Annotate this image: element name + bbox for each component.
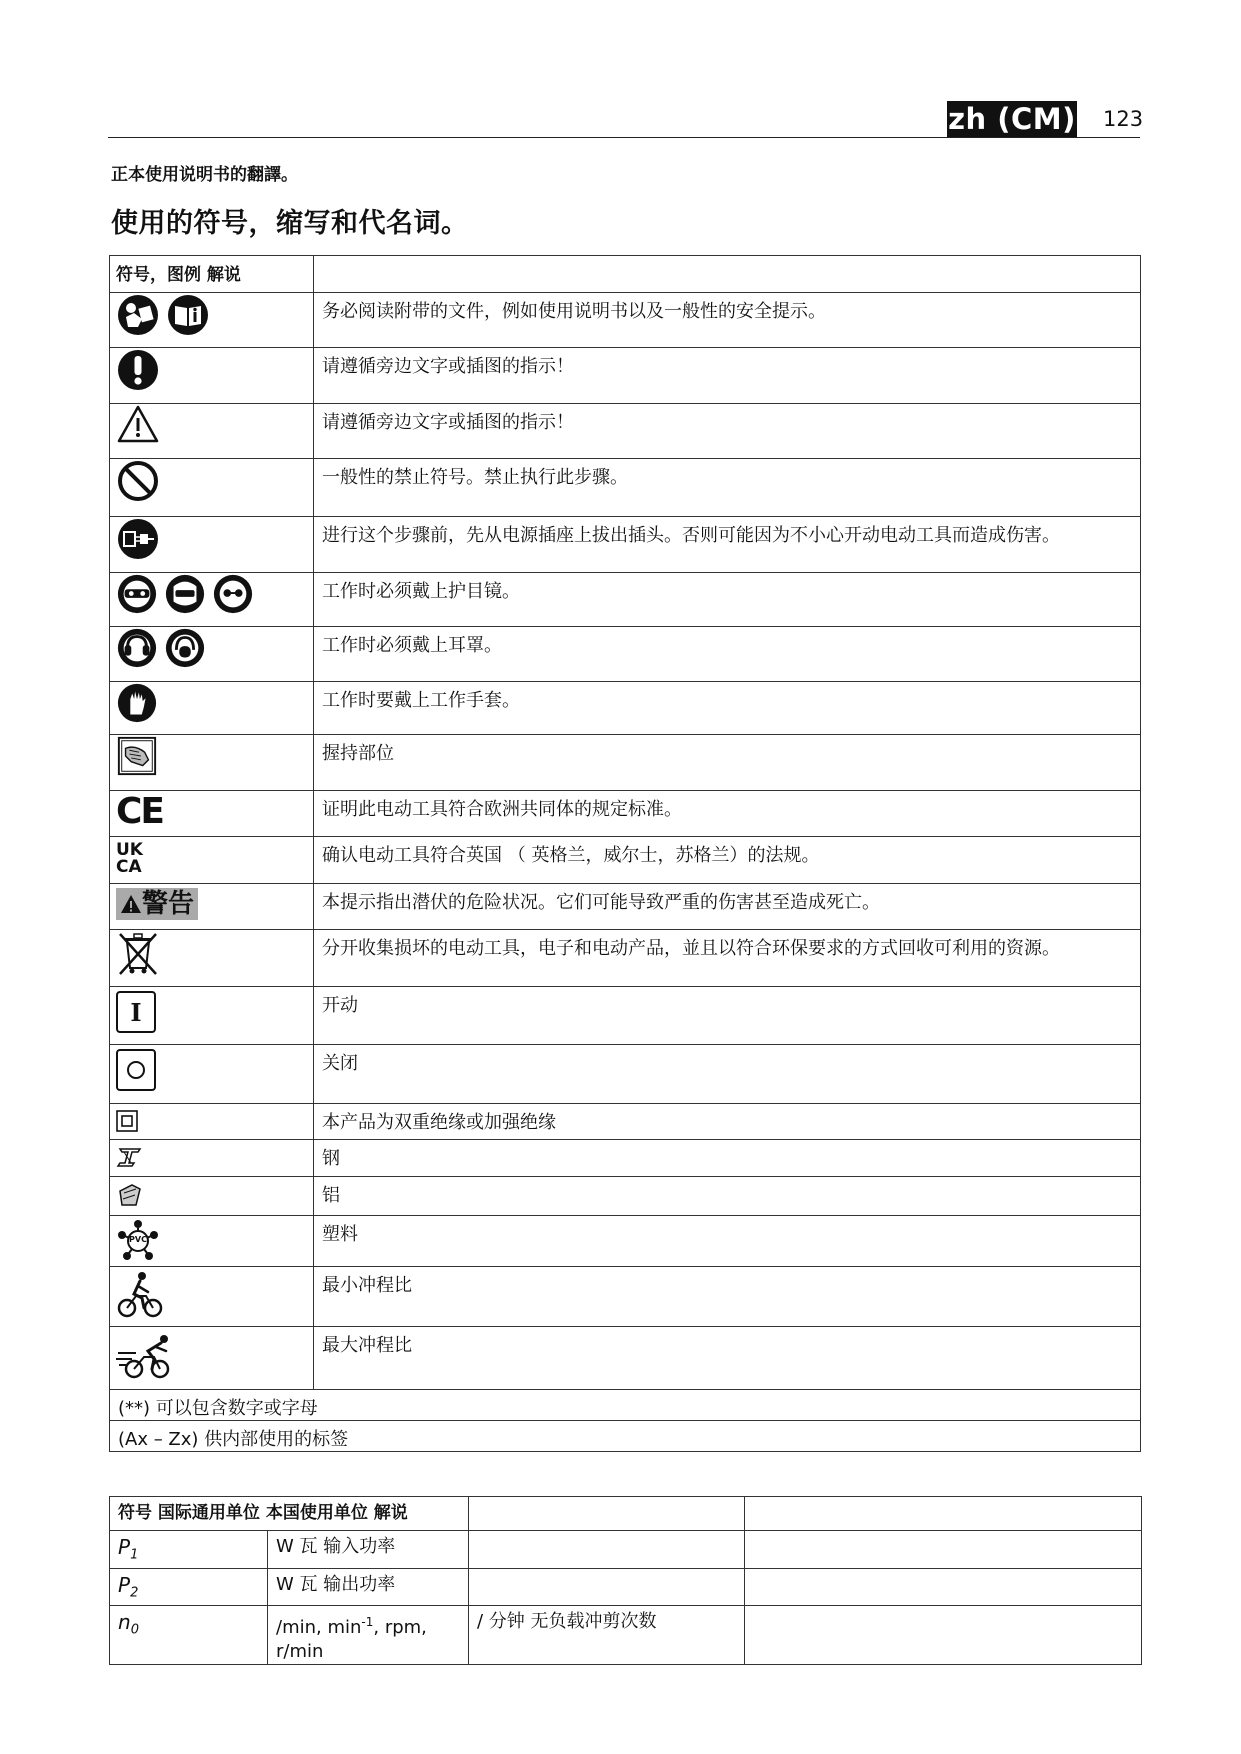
description-cell: 请遵循旁边文字或插图的指示！ [314, 348, 1141, 404]
icon-cell [110, 1327, 314, 1390]
section-title: 使用的符号，缩写和代名词。 [111, 208, 469, 239]
table-row [110, 1568, 1142, 1606]
icon-cell [110, 627, 314, 682]
description-cell: 证明此电动工具符合欧洲共同体的规定标准。 [314, 791, 1141, 837]
power-on-icon [116, 991, 156, 1033]
weee-bin-icon [116, 930, 160, 976]
table-row [110, 1216, 1141, 1267]
header-rule [108, 137, 1140, 138]
description-cell: 分开收集损坏的电动工具，电子和电动产品，並且以符合环保要求的方式回收可利用的资源。 [314, 930, 1141, 987]
intro-text: 正本使用说明书的翻譯。 [111, 165, 298, 185]
icon-cell [110, 1140, 314, 1177]
safety-glasses-icon [212, 573, 254, 615]
ear-muffs-icon [116, 627, 158, 669]
si-unit-cell [268, 1606, 469, 1665]
icon-cell [110, 930, 314, 987]
table-row [110, 837, 1141, 884]
steel-icon [116, 1143, 144, 1171]
table-header-row [110, 1497, 1142, 1531]
description-cell: 铝 [314, 1177, 1141, 1216]
si-unit-cell: W 瓦 输入功率 [268, 1531, 469, 1569]
face-shield-icon [164, 573, 206, 615]
table-header-row [110, 256, 1141, 293]
icon-cell [110, 884, 314, 930]
ear-protection-icon [164, 627, 206, 669]
local-unit-cell [469, 1568, 745, 1606]
table-header-cell-empty [314, 256, 1141, 293]
ukca-mark-icon [116, 837, 313, 876]
unit-symbol: P [118, 1535, 131, 1559]
table-row [110, 573, 1141, 627]
description-cell: 关闭 [314, 1045, 1141, 1104]
read-manual-icon [116, 293, 160, 337]
aluminium-icon [116, 1181, 144, 1209]
table-row [110, 1104, 1141, 1140]
double-insulation-icon [116, 1110, 138, 1132]
table-header-cell: 符号，图例 解说 [110, 256, 314, 293]
symbol-cell [110, 1531, 268, 1569]
table-row [110, 930, 1141, 987]
table-row [110, 1606, 1142, 1665]
description-cell: 请遵循旁边文字或插图的指示！ [314, 404, 1141, 459]
description-cell: 工作时必须戴上护目镜。 [314, 573, 1141, 627]
icon-cell [110, 682, 314, 735]
table-row [110, 459, 1141, 517]
description-cell [745, 1606, 1142, 1665]
symbols-table [109, 255, 1141, 1452]
table-header-cell-empty [469, 1497, 745, 1531]
table-row [110, 682, 1141, 735]
pvc-label: PVC [129, 1235, 147, 1244]
ukca-top: UK [116, 840, 143, 860]
description-cell: 握持部位 [314, 735, 1141, 791]
description-cell: 钢 [314, 1140, 1141, 1177]
description-cell: 进行这个步骤前，先从电源插座上拔出插头。否则可能因为不小心开动电动工具而造成伤害。 [314, 517, 1141, 573]
table-header-cell: 符号 国际通用单位 本国使用单位 解说 [110, 1497, 469, 1531]
unplug-icon [116, 517, 160, 561]
icon-cell [110, 1104, 314, 1140]
table-row [110, 627, 1141, 682]
ce-mark-icon: CE [116, 791, 164, 832]
power-on-glyph: I [130, 997, 142, 1027]
icon-cell [110, 1216, 314, 1267]
icon-cell [110, 1177, 314, 1216]
icon-cell [110, 987, 314, 1045]
table-row [110, 1045, 1141, 1104]
icon-cell [110, 735, 314, 791]
icon-cell [110, 1045, 314, 1104]
description-cell: 开动 [314, 987, 1141, 1045]
icon-cell [110, 517, 314, 573]
note-cell: (**) 可以包含数字或字母 [110, 1390, 1141, 1421]
icon-cell [110, 459, 314, 517]
symbol-cell [110, 1606, 268, 1665]
description-cell: 一般性的禁止符号。禁止执行此步骤。 [314, 459, 1141, 517]
gloves-icon [116, 682, 158, 724]
description-cell: 塑料 [314, 1216, 1141, 1267]
warning-label-icon [116, 888, 198, 920]
table-row [110, 1421, 1141, 1452]
warning-label-text: 警告 [142, 889, 195, 919]
table-row [110, 348, 1141, 404]
icon-cell [110, 837, 314, 884]
description-cell: 本产品为双重绝缘或加强绝缘 [314, 1104, 1141, 1140]
si-unit-a: /min, min [276, 1617, 362, 1639]
table-row [110, 1390, 1141, 1421]
table-row [110, 1327, 1141, 1390]
warning-triangle-icon [116, 404, 160, 444]
si-unit-b: , rpm, r/min [276, 1617, 427, 1663]
info-book-icon [166, 293, 210, 337]
units-table [109, 1496, 1142, 1665]
description-cell: 最大冲程比 [314, 1327, 1141, 1390]
unit-symbol-sub: 0 [130, 1622, 139, 1638]
safety-goggles-icon [116, 573, 158, 615]
min-stroke-bicycle-icon [116, 1270, 164, 1320]
description-cell [745, 1531, 1142, 1569]
icon-cell [110, 573, 314, 627]
unit-symbol-sub: 2 [130, 1585, 139, 1601]
icon-cell [110, 1267, 314, 1327]
max-stroke-bicycle-icon [116, 1333, 174, 1381]
exclamation-circle-icon [116, 348, 160, 392]
note-cell: (Ax – Zx) 供内部使用的标签 [110, 1421, 1141, 1452]
icon-cell [110, 293, 314, 348]
icon-cell [110, 791, 314, 837]
table-row [110, 404, 1141, 459]
language-badge: zh (CM) [948, 102, 1076, 136]
pvc-icon [116, 1219, 160, 1263]
table-row [110, 517, 1141, 573]
prohibition-icon [116, 459, 160, 503]
local-unit-cell [469, 1531, 745, 1569]
table-row [110, 791, 1141, 837]
power-off-icon [116, 1049, 156, 1091]
description-cell: 本提示指出潜伏的危险状况。它们可能导致严重的伤害甚至造成死亡。 [314, 884, 1141, 930]
description-cell: 务必阅读附带的文件，例如使用说明书以及一般性的安全提示。 [314, 293, 1141, 348]
description-cell: 确认电动工具符合英国 （ 英格兰，威尔士，苏格兰）的法规。 [314, 837, 1141, 884]
local-unit-cell: / 分钟 无负载冲剪次数 [469, 1606, 745, 1665]
page-number: 123 [1103, 107, 1144, 131]
table-row [110, 987, 1141, 1045]
icon-cell [110, 348, 314, 404]
unit-symbol: P [118, 1572, 131, 1597]
si-unit-sup: -1 [361, 1615, 374, 1630]
description-cell: 工作时要戴上工作手套。 [314, 682, 1141, 735]
description-cell: 工作时必须戴上耳罩。 [314, 627, 1141, 682]
table-row [110, 1177, 1141, 1216]
table-row [110, 1531, 1142, 1569]
grip-area-icon [116, 735, 158, 777]
unit-symbol-sub: 1 [130, 1547, 139, 1563]
table-row [110, 735, 1141, 791]
table-row [110, 293, 1141, 348]
unit-symbol: n [118, 1610, 131, 1635]
icon-cell [110, 404, 314, 459]
table-row [110, 1267, 1141, 1327]
power-off-glyph [127, 1061, 145, 1079]
si-unit-cell: W 瓦 输出功率 [268, 1568, 469, 1606]
symbol-cell [110, 1568, 268, 1606]
ukca-bottom: CA [116, 857, 142, 877]
table-row [110, 884, 1141, 930]
table-header-cell-empty [745, 1497, 1142, 1531]
warning-triangle-small-icon [120, 894, 142, 914]
table-row [110, 1140, 1141, 1177]
description-cell [745, 1568, 1142, 1606]
description-cell: 最小冲程比 [314, 1267, 1141, 1327]
